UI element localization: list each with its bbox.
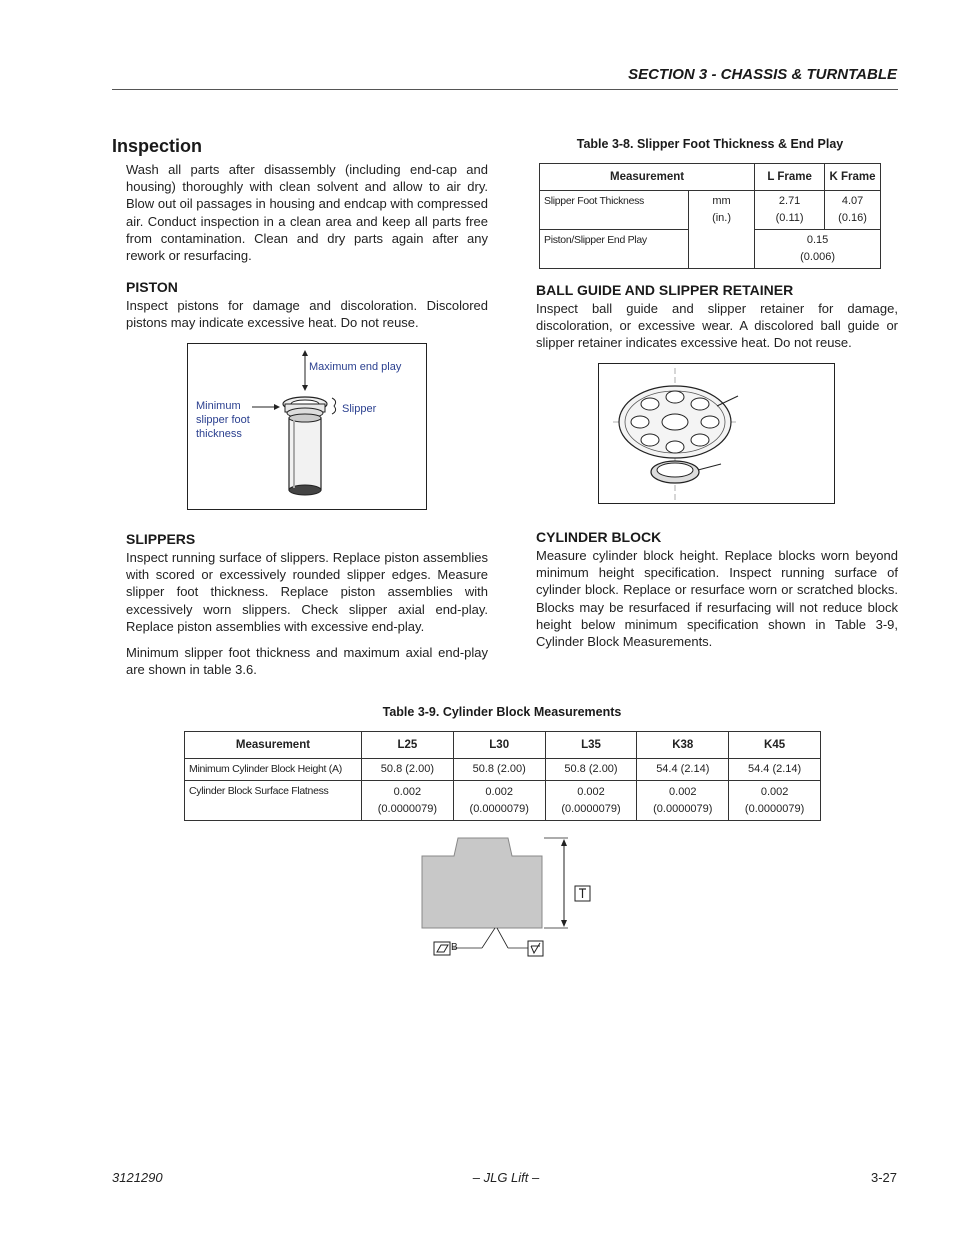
unit-in: (in.) xyxy=(712,212,732,224)
doc-number: 3121290 xyxy=(112,1170,163,1185)
l-frame-mm: 2.71 xyxy=(778,195,801,207)
row-label: Slipper Foot Thickness xyxy=(540,191,689,230)
cylinder-block-heading: CYLINDER BLOCK xyxy=(536,529,662,545)
table-3-8-caption: Table 3-8. Slipper Foot Thickness & End Play xyxy=(576,137,844,151)
cell-k45 xyxy=(729,781,821,821)
cell-value: 0.002 xyxy=(577,785,605,798)
table-row xyxy=(185,759,821,781)
col-l35: L35 xyxy=(545,732,637,759)
table-row xyxy=(540,191,881,230)
page-number: 3-27 xyxy=(870,1170,897,1185)
cell-value: 0.002 xyxy=(669,785,697,798)
header-rule xyxy=(112,89,898,90)
cell-value-in: (0.0000079) xyxy=(653,802,713,815)
slipper-label: Slipper xyxy=(342,403,377,415)
row-label: Cylinder Block Surface Flatness xyxy=(185,781,362,821)
cylinder-block-body: Measure cylinder block height. Replace blocks worn beyond minimum height specification. Inspect running surface of cylinder block. Replace or resurface worn or scratched blocks. Blocks may be resurfaced if resurfacing will not reduce block height below minimum specification shown in Table 3-9, Cylinder Block Measurements. xyxy=(536,548,898,650)
table-3-9-caption: Table 3-9. Cylinder Block Measurements xyxy=(382,705,622,719)
cell-l35 xyxy=(545,781,637,821)
cell-l30 xyxy=(453,781,545,821)
col-l30: L30 xyxy=(453,732,545,759)
end-play-value xyxy=(755,230,881,269)
cell-l25 xyxy=(362,781,454,821)
col-measurement: Measurement xyxy=(185,732,362,759)
k-frame-in: (0.16) xyxy=(838,212,867,224)
cell-value: 0.002 xyxy=(760,785,789,798)
end-play-in: (0.006) xyxy=(800,251,835,263)
ball-guide-figure xyxy=(598,363,835,504)
k-frame-value xyxy=(825,191,881,230)
unit-cell xyxy=(689,191,755,269)
col-measurement: Measurement xyxy=(540,164,755,191)
slippers-body: Inspect running surface of slippers. Replace piston assemblies with scored or excessively rounded slipper edges. Measure slipper foot thickness. Replace piston assemblies with excessively worn slippers. Check slipper axial end-play. Replace piston assemblies with excessive end-play. xyxy=(126,550,488,634)
cylinder-block-table xyxy=(184,731,821,821)
cell-k38 xyxy=(637,781,729,821)
cell-value-in: (0.0000079) xyxy=(561,802,621,815)
cell-value: 0.002 xyxy=(393,785,422,798)
piston-body: Inspect pistons for damage and discoloration. Discolored pistons may indicate excessive heat. Do not reuse. xyxy=(126,298,488,331)
col-l-frame: L Frame xyxy=(755,164,825,191)
l-frame-in: (0.11) xyxy=(775,212,804,224)
slippers-body-2: Minimum slipper foot thickness and maximum axial end-play are shown in table 3.6. xyxy=(126,645,488,678)
unit-mm: mm xyxy=(712,195,731,207)
slipper-foot-table xyxy=(539,163,881,269)
cell-l35: 50.8 (2.00) xyxy=(545,759,637,781)
max-end-play-label: Maximum end play xyxy=(309,361,402,373)
table-header-row xyxy=(185,732,821,759)
inspection-heading: Inspection xyxy=(112,136,203,156)
piston-figure xyxy=(187,343,427,510)
cell-value-in: (0.0000079) xyxy=(377,802,438,815)
l-frame-value xyxy=(755,191,825,230)
cell-value: 0.002 xyxy=(485,785,513,798)
slippers-heading: SLIPPERS xyxy=(126,531,196,547)
col-l25: L25 xyxy=(362,732,454,759)
inspection-body: Wash all parts after disassembly (including end-cap and housing) thoroughly with clean solvent and allow to air dry. Blow out oil passages in housing and endcap with compressed air. Conduct inspection in a clean area and keep all parts free from contamination. Clean and dry parts again after any rework or resurfacing. xyxy=(126,162,488,264)
ball-guide-illustration xyxy=(599,364,834,503)
piston-heading: PISTON xyxy=(126,279,178,295)
end-play-mm: 0.15 xyxy=(806,234,829,246)
col-k38: K38 xyxy=(637,732,729,759)
cell-l30: 50.8 (2.00) xyxy=(453,759,545,781)
row-label: Piston/Slipper End Play xyxy=(540,230,689,269)
ball-guide-heading: BALL GUIDE AND SLIPPER RETAINER xyxy=(536,282,794,298)
section-title: SECTION 3 - CHASSIS & TURNTABLE xyxy=(628,66,897,83)
min-foot-label-line2: slipper foot xyxy=(196,414,250,426)
cylinder-block-illustration xyxy=(420,836,600,961)
footer-brand: – JLG Lift – xyxy=(472,1170,540,1185)
cell-k45: 54.4 (2.14) xyxy=(729,759,821,781)
cell-l25: 50.8 (2.00) xyxy=(362,759,454,781)
cell-value-in: (0.0000079) xyxy=(744,802,805,815)
col-k45: K45 xyxy=(729,732,821,759)
ball-guide-body: Inspect ball guide and slipper retainer for damage, discoloration, or excessive wear. A discolored ball guide or slipper retainer indicates excessive heat. Do not reuse. xyxy=(536,301,898,351)
col-k-frame: K Frame xyxy=(825,164,881,191)
min-foot-label xyxy=(196,399,250,441)
cell-value-in: (0.0000079) xyxy=(469,802,529,815)
table-header-row xyxy=(540,164,881,191)
min-foot-label-line1: Minimum xyxy=(196,400,241,412)
datum-label: B xyxy=(451,942,458,953)
cylinder-block-figure xyxy=(420,836,600,961)
cell-k38: 54.4 (2.14) xyxy=(637,759,729,781)
row-label: Minimum Cylinder Block Height (A) xyxy=(185,759,362,781)
table-row xyxy=(185,781,821,821)
k-frame-mm: 4.07 xyxy=(841,195,864,207)
min-foot-label-line3: thickness xyxy=(196,428,242,440)
